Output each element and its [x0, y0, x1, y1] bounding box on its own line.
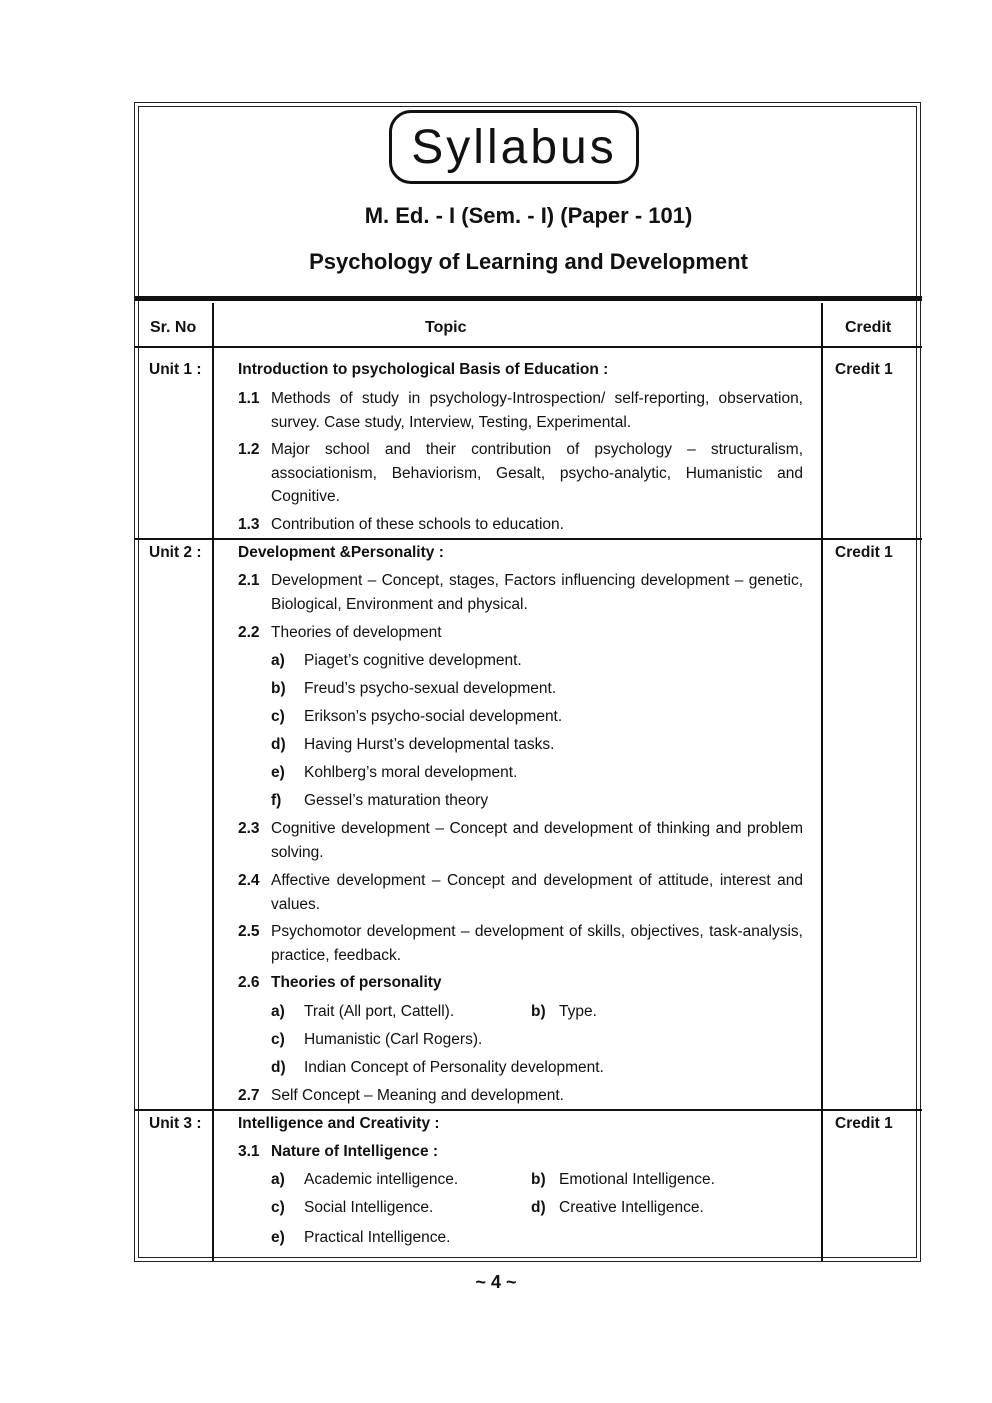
- item-text: Development – Concept, stages, Factors influencing development – genetic, Biological, Environment and physical.: [271, 572, 803, 613]
- sub-label: b): [531, 1171, 546, 1188]
- sub-label: a): [271, 1171, 285, 1188]
- page-number: ~ 4 ~: [475, 1272, 517, 1292]
- item-text: Self Concept – Meaning and development.: [271, 1087, 564, 1104]
- row-divider: [135, 346, 922, 348]
- unit-2-credit: Credit 1: [835, 544, 893, 561]
- sub-text: Gessel’s maturation theory: [304, 792, 489, 809]
- sub-label: f): [271, 792, 282, 809]
- item-number: 2.1: [238, 572, 260, 589]
- sub-text: Practical Intelligence.: [304, 1229, 451, 1246]
- item-number: 2.3: [238, 820, 260, 837]
- sub-text: Freud’s psycho-sexual development.: [304, 680, 557, 697]
- item-text: Theories of personality: [271, 974, 442, 991]
- item-text: Nature of Intelligence :: [271, 1143, 439, 1160]
- row-divider: [135, 1109, 922, 1111]
- sub-text: Type.: [559, 1003, 597, 1020]
- sub-label: d): [271, 736, 286, 753]
- sub-text: Emotional Intelligence.: [559, 1171, 715, 1188]
- item-number: 2.2: [238, 624, 260, 641]
- item-number: 1.3: [238, 516, 260, 533]
- sub-text: Kohlberg’s moral development.: [304, 764, 518, 781]
- sub-label: a): [271, 1003, 285, 1020]
- sub-text: Piaget’s cognitive development.: [304, 652, 522, 669]
- sub-text: Social Intelligence.: [304, 1199, 434, 1216]
- syllabus-title: Syllabus: [389, 110, 639, 184]
- column-divider: [821, 303, 823, 1261]
- sub-label: d): [271, 1059, 286, 1076]
- sub-label: c): [271, 708, 285, 725]
- item-number: 2.6: [238, 974, 260, 991]
- sub-text: Erikson’s psycho-social development.: [304, 708, 563, 725]
- column-divider: [212, 303, 214, 1261]
- unit-1-credit: Credit 1: [835, 361, 893, 378]
- sub-text: Indian Concept of Personality development.: [304, 1059, 604, 1076]
- sub-label: e): [271, 1229, 285, 1246]
- sub-text: Academic intelligence.: [304, 1171, 459, 1188]
- item-number: 1.1: [238, 390, 260, 407]
- item-text: Affective development – Concept and development of attitude, interest and values.: [271, 872, 803, 913]
- unit-2-title: Development &Personality :: [238, 544, 444, 561]
- item-text: Contribution of these schools to education.: [271, 516, 564, 533]
- unit-3-title: Intelligence and Creativity :: [238, 1115, 440, 1132]
- sub-text: Humanistic (Carl Rogers).: [304, 1031, 483, 1048]
- item-number: 2.5: [238, 923, 260, 940]
- header-topic: Topic: [425, 319, 467, 336]
- unit-3-label: Unit 3 :: [149, 1115, 202, 1132]
- syllabus-frame: [134, 102, 921, 1262]
- unit-1-title: Introduction to psychological Basis of Education :: [238, 361, 609, 378]
- sub-label: c): [271, 1199, 285, 1216]
- item-number: 2.7: [238, 1087, 260, 1104]
- item-number: 3.1: [238, 1143, 260, 1160]
- sub-text: Creative Intelligence.: [559, 1199, 704, 1216]
- sub-label: a): [271, 652, 285, 669]
- unit-3-credit: Credit 1: [835, 1115, 893, 1132]
- item-text: Major school and their contribution of psychology – structuralism, associationism, Behaviorism, Gesalt, psycho-analytic, Humanistic and Cognitive.: [271, 441, 803, 505]
- unit-1-label: Unit 1 :: [149, 361, 202, 378]
- sub-text: Having Hurst’s developmental tasks.: [304, 736, 555, 753]
- sub-label: b): [531, 1003, 546, 1020]
- sub-label: b): [271, 680, 286, 697]
- item-text: Theories of development: [271, 624, 442, 641]
- subject-title: Psychology of Learning and Development: [309, 249, 748, 274]
- header-credit: Credit: [845, 319, 892, 336]
- sub-label: d): [531, 1199, 546, 1216]
- header: [135, 103, 922, 299]
- sub-label: e): [271, 764, 285, 781]
- item-text: Methods of study in psychology-Introspection/ self-reporting, observation, survey. Case study, Interview, Testing, Experimental.: [271, 390, 803, 431]
- header-rule: [135, 296, 922, 301]
- sub-text: Trait (All port, Cattell).: [304, 1003, 455, 1020]
- item-text: Cognitive development – Concept and development of thinking and problem solving.: [271, 820, 803, 861]
- header-srno: Sr. No: [150, 319, 197, 336]
- item-number: 2.4: [238, 872, 260, 889]
- course-title: M. Ed. - I (Sem. - I) (Paper - 101): [364, 203, 693, 228]
- unit-2-label: Unit 2 :: [149, 544, 202, 561]
- item-number: 1.2: [238, 441, 260, 458]
- row-divider: [135, 538, 922, 540]
- sub-label: c): [271, 1031, 285, 1048]
- item-text: Psychomotor development – development of skills, objectives, task-analysis, practice, feedback.: [271, 923, 803, 964]
